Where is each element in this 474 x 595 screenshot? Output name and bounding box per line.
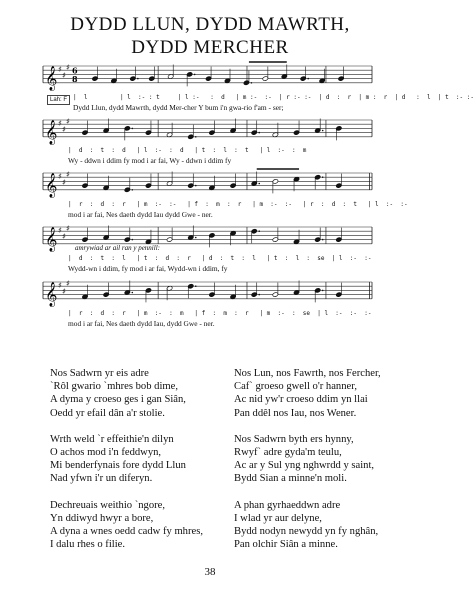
dot [307,78,309,80]
dot [132,128,134,130]
solfa-line: | l | l :- : t | l :- : d | m :- :- | r :- :- | d : r | m : r | d : l | t :- :- [73,94,474,101]
sharp-icon: ♯ [62,287,66,297]
time-signature-bottom: 8 [72,74,78,84]
sharp-icon: ♯ [58,280,62,290]
dot [132,189,134,191]
dot [322,176,324,178]
dot [137,78,139,80]
verse-line: Nos Lun, nos Fawrth, nos Fercher, [234,368,381,379]
solfa-line: | r : d : r | m :- :- | f : m : r | m :- :- | r : d : t | l :- :- [68,201,408,208]
verse-line: Bydd Sian a minne'n moli. [234,473,347,485]
lyrics-line: Wydd-wn i ddim, fy mod i ar fai, Wydd-wn i ddim, fy [68,264,228,273]
solfa-line: | r : d : r | m :- : m | f : m : r | m :- : se | l :- :- :- [68,310,372,317]
dot [258,132,260,134]
dot [258,230,260,232]
dot [132,239,134,241]
sharp-icon: ♯ [66,62,70,72]
verse-line: O achos mod i'n feddwyn, [50,447,162,459]
sharp-icon: ♯ [66,223,70,233]
verse-line: Yn ddiwyd hwyr a bore, [50,512,154,524]
song-title-line-1: DYDD LLUN, DYDD MAWRTH, [70,14,350,35]
sharp-icon: ♯ [58,225,62,235]
page-number: 38 [204,566,216,578]
lyrics-line: mod i ar fai, Nes daeth dydd Iau dydd Gwe - ner. [68,210,213,219]
key-label: Lah: F [47,95,70,105]
verse-line: Ac nid yw'r croeso ddim yn llai [234,394,368,406]
treble-clef-icon: 𝄞 [45,119,58,144]
sharp-icon: ♯ [58,64,62,74]
solfa-line: | d : t : d | l :- : d | t : l : t | l :- : m [68,147,307,154]
verse-line: Mi benderfynais fore dydd Llun [50,460,186,472]
dot [322,239,324,241]
verse-line: Oedd yr efail dân a'r stolie. [50,407,165,419]
dot [195,237,197,239]
treble-clef-icon: 𝄞 [45,65,58,90]
verse-line: Nos Sadwrn byth ers hynny, [234,433,354,445]
dot [251,82,253,84]
verse-line: A dyna a wnes oedd cadw fy mhres, [50,526,203,538]
variation-instruction: amrywiad ar ail ran y pennill: [75,244,160,252]
lyrics-line: Wy - ddwn i ddim fy mod i ar fai, Wy - ddwn i ddim fy [68,156,232,165]
verse-line: I wlad yr aur delyne, [234,512,322,524]
treble-clef-icon: 𝄞 [45,281,58,306]
verse-line: Rwyf` adre gyda'm teulu, [234,447,342,459]
verse-line: A phan gyrhaeddwn adre [234,499,341,511]
verse-line: Nos Sadwrn yr eis adre [50,368,149,379]
treble-clef-icon: 𝄞 [45,172,58,197]
verse-line: Nad yfwn i'r un diferyn. [50,473,153,485]
dot [194,74,196,76]
verse-line: Ac ar y Sul yng nghwrdd y saint, [234,460,375,472]
verse-line: `Rôl gwario `mhres bob dime, [50,381,178,393]
dot [195,136,197,138]
sharp-icon: ♯ [66,116,70,126]
verse-line: Caf` groeso gwell o'r hanner, [234,381,357,393]
verses-right-column [234,367,381,551]
verse-line: Bydd nodyn newydd yn fy nghân, [234,526,379,538]
time-signature-top: 6 [72,65,78,76]
dot [132,292,134,294]
sharp-icon: ♯ [62,71,66,81]
sharp-icon: ♯ [62,125,66,135]
lyrics-line: mod i ar fai, Nes daeth dydd Iau, dydd Gwe - ner. [68,319,215,328]
dot [322,130,324,132]
verse-line: Dechreuais weithio `ngore, [50,499,166,511]
sharp-icon: ♯ [62,178,66,188]
sharp-icon: ♯ [58,118,62,128]
verse-line: I dalu rhes o filie. [50,539,126,551]
dot [195,285,197,287]
sharp-icon: ♯ [62,232,66,242]
solfa-line: | d : t : l | t : d : r | d : t : l | t : l : se | l :- :- [68,255,372,262]
sharp-icon: ♯ [66,278,70,288]
treble-clef-icon: 𝄞 [45,226,58,251]
verse-line: Wrth weld `r effeithie'n dilyn [50,433,174,445]
dot [322,290,324,292]
dot [258,294,260,296]
dot [258,183,260,185]
verse-line: Pan olchir Siân a minne. [234,539,338,551]
verses-left-column [50,367,203,551]
verse-line: Pan ddêl nos Iau, nos Wener. [234,407,357,419]
sharp-icon: ♯ [58,171,62,181]
verse-line: A dyma y croeso ges i gan Siân, [50,394,186,406]
lyrics-line: Dydd Llun, dydd Mawrth, dydd Mer-cher Y bum i'n gwa-rio f'am - ser; [73,103,284,112]
sharp-icon: ♯ [66,169,70,179]
song-title-line-2: DYDD MERCHER [131,37,289,58]
dot [195,185,197,187]
